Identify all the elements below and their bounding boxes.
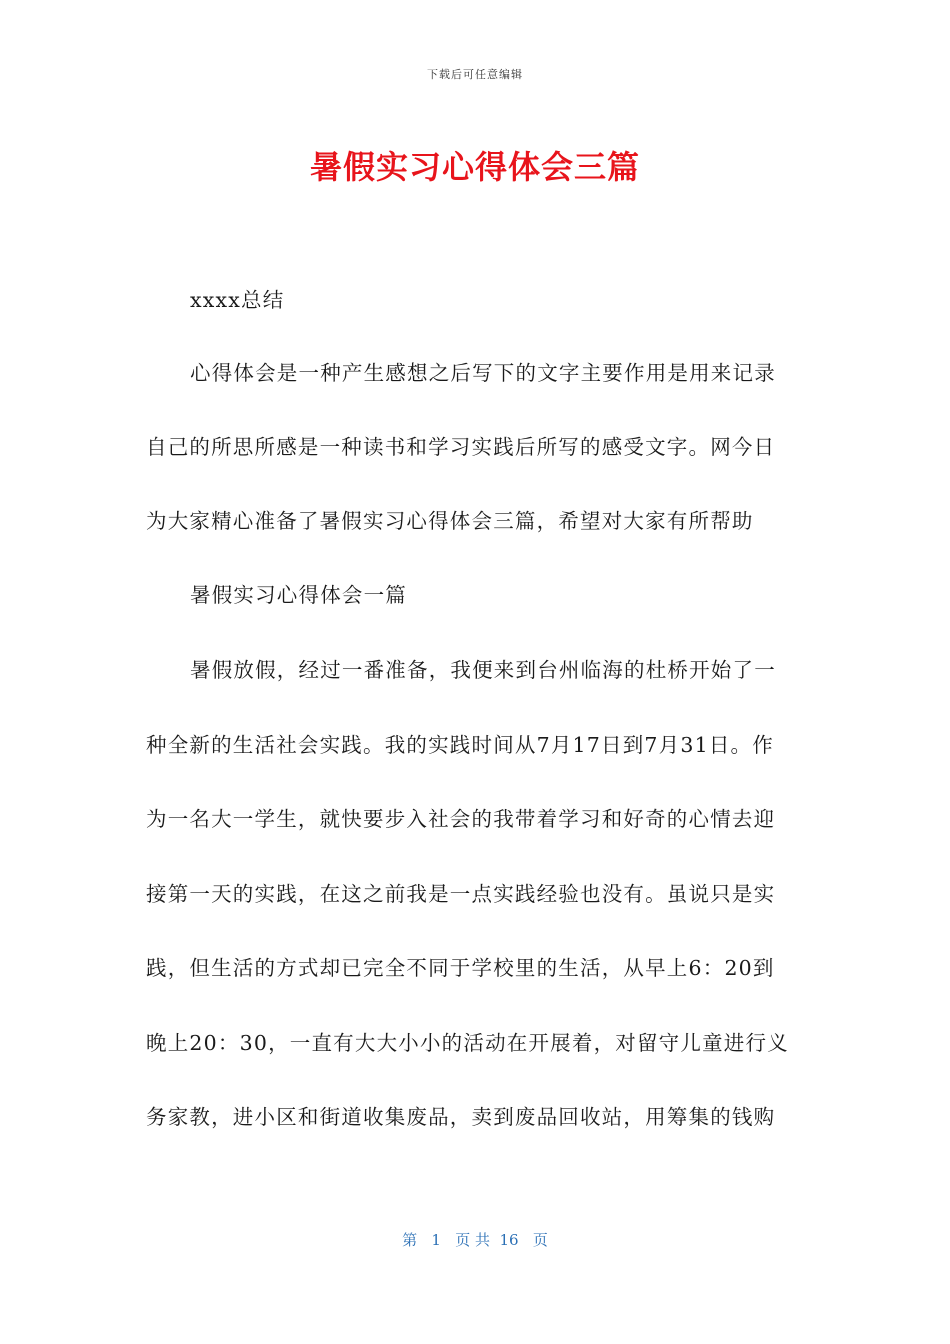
body-line: 务家教，进小区和街道收集废品，卖到废品回收站，用筹集的钱购: [146, 1105, 776, 1129]
document-title: 暑假实习心得体会三篇: [309, 148, 640, 186]
header-note: 下载后可任意编辑: [427, 68, 523, 81]
body-line: 自己的所思所感是一种读书和学习实践后所写的感受文字。网今日: [146, 435, 776, 459]
section-heading: 暑假实习心得体会一篇: [190, 583, 407, 607]
body-line: 晚上20：30，一直有大大小小的活动在开展着，对留守儿童进行义: [146, 1031, 789, 1055]
body-line: 心得体会是一种产生感想之后写下的文字主要作用是用来记录: [190, 361, 776, 385]
body-line-summary-label: xxxx总结: [190, 288, 285, 312]
body-line: 接第一天的实践，在这之前我是一点实践经验也没有。虽说只是实: [146, 882, 776, 906]
body-line: 为大家精心准备了暑假实习心得体会三篇，希望对大家有所帮助: [146, 509, 754, 533]
body-line: 为一名大一学生，就快要步入社会的我带着学习和好奇的心情去迎: [146, 807, 776, 831]
body-line: 践，但生活的方式却已完全不同于学校里的生活，从早上6：20到: [146, 956, 775, 980]
page-number-footer: 第 1 页 共 16 页: [402, 1231, 548, 1249]
body-line: 种全新的生活社会实践。我的实践时间从7月17日到7月31日。作: [146, 733, 774, 757]
body-line: 暑假放假，经过一番准备，我便来到台州临海的杜桥开始了一: [190, 658, 776, 682]
